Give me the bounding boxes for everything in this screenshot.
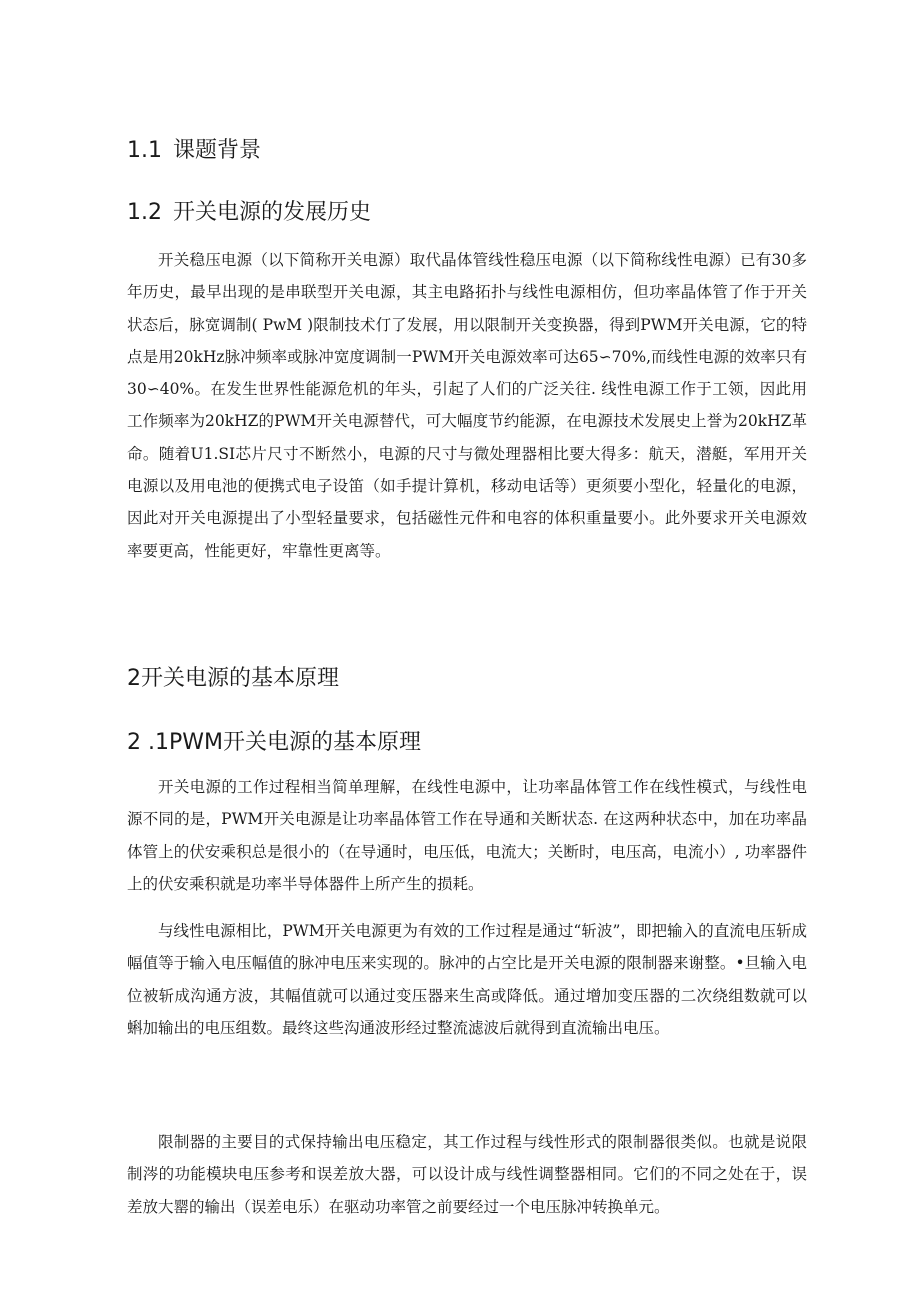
paragraph-history: 开关稳压电源（以下简称开关电源）取代晶体管线性稳压电源（以下简称线性电源）已有30多年历史，最早出现的是串联型开关电源，其主电路拓扑与线性电源相仿，但功率晶体管了作于开关状态后，脉宽调制( PwM )限制技术仃了发展，用以限制开关变换器，得到PWM开关电源，它的特点是用20kHz脉冲频率或脉冲宽度调制一PWM开关电源效率可达65∽70%,而线性电源的效率只有30∽40%。在发生世界性能源危机的年头，引起了人们的广泛关往. 线性电源工作于工领，因此用工作频率为20kHZ的PWM开关电源替代，可大幅度节约能源，在电源技术发展史上誉为20kHZ革命。随着U1.SI芯片尺寸不断然小，电源的尺寸与微处理器相比要大得多：航天，潜艇，军用开关电源以及用电池的便携式电子设笛（如手提计算机，移动电话等）更须要小型化，轻量化的电源，因此对开关电源提出了小型轻量要求，包括磁性元件和电容的体积重量要小。此外要求开关电源效率要更高，性能更好，牢靠性更离等。 (127, 251, 807, 560)
section-heading-1-2 (127, 198, 371, 228)
chapter-heading-2: 2开关电源的基本原理 (127, 666, 339, 691)
section-title: 开关电源的发展历史 (173, 200, 372, 225)
section-number: 1.2 (127, 200, 162, 225)
section-title: 课题背景 (173, 138, 262, 163)
section-heading-1-1 (127, 136, 261, 166)
paragraph-chopping: 与线性电源相比，PWM开关电源更为有效的工作过程是通过“斩波”，即把输入的直流电压斩成幅值等于输入电压幅值的脉冲电压来实现的。脉冲的占空比是开关电源的限制器来谢整。•旦输入电位被斩成沟通方波，其幅值就可以通过变压器来生高或降低。通过增加变压器的二次绕组数就可以蝌加输出的电压组数。最终这些沟通波形经过整流滤波后就得到直流输出电压。 (127, 922, 807, 1037)
paragraph-controller: 限制器的主要目的式保持输出电压稳定，其工作过程与线性形式的限制器很类似。也就是说限制涔的功能模块电压参考和误差放大器，可以设计成与线性调整器相同。它们的不同之处在于，误差放大罂的输出（误差电乐）在驱动功率管之前要经过一个电压脉冲转换单元。 (127, 1133, 807, 1216)
paragraph-working-process: 开关电源的工作过程相当简单理解，在线性电源中，让功率晶体管工作在线性模式，与线性电源不同的是，PWM开关电源是让功率晶体管工作在导通和关断状态. 在这两种状态中，加在功率晶体管上的伏安乘积总是很小的（在导通时，电压低，电流大；关断时，电压高，电流小）, 功率器件上的伏安乘积就是功率半导体器件上所产生的损耗。 (127, 778, 807, 893)
section-number: 1.1 (127, 138, 162, 163)
section-heading-2-1: 2 .1PWM开关电源的基本原理 (127, 730, 421, 755)
